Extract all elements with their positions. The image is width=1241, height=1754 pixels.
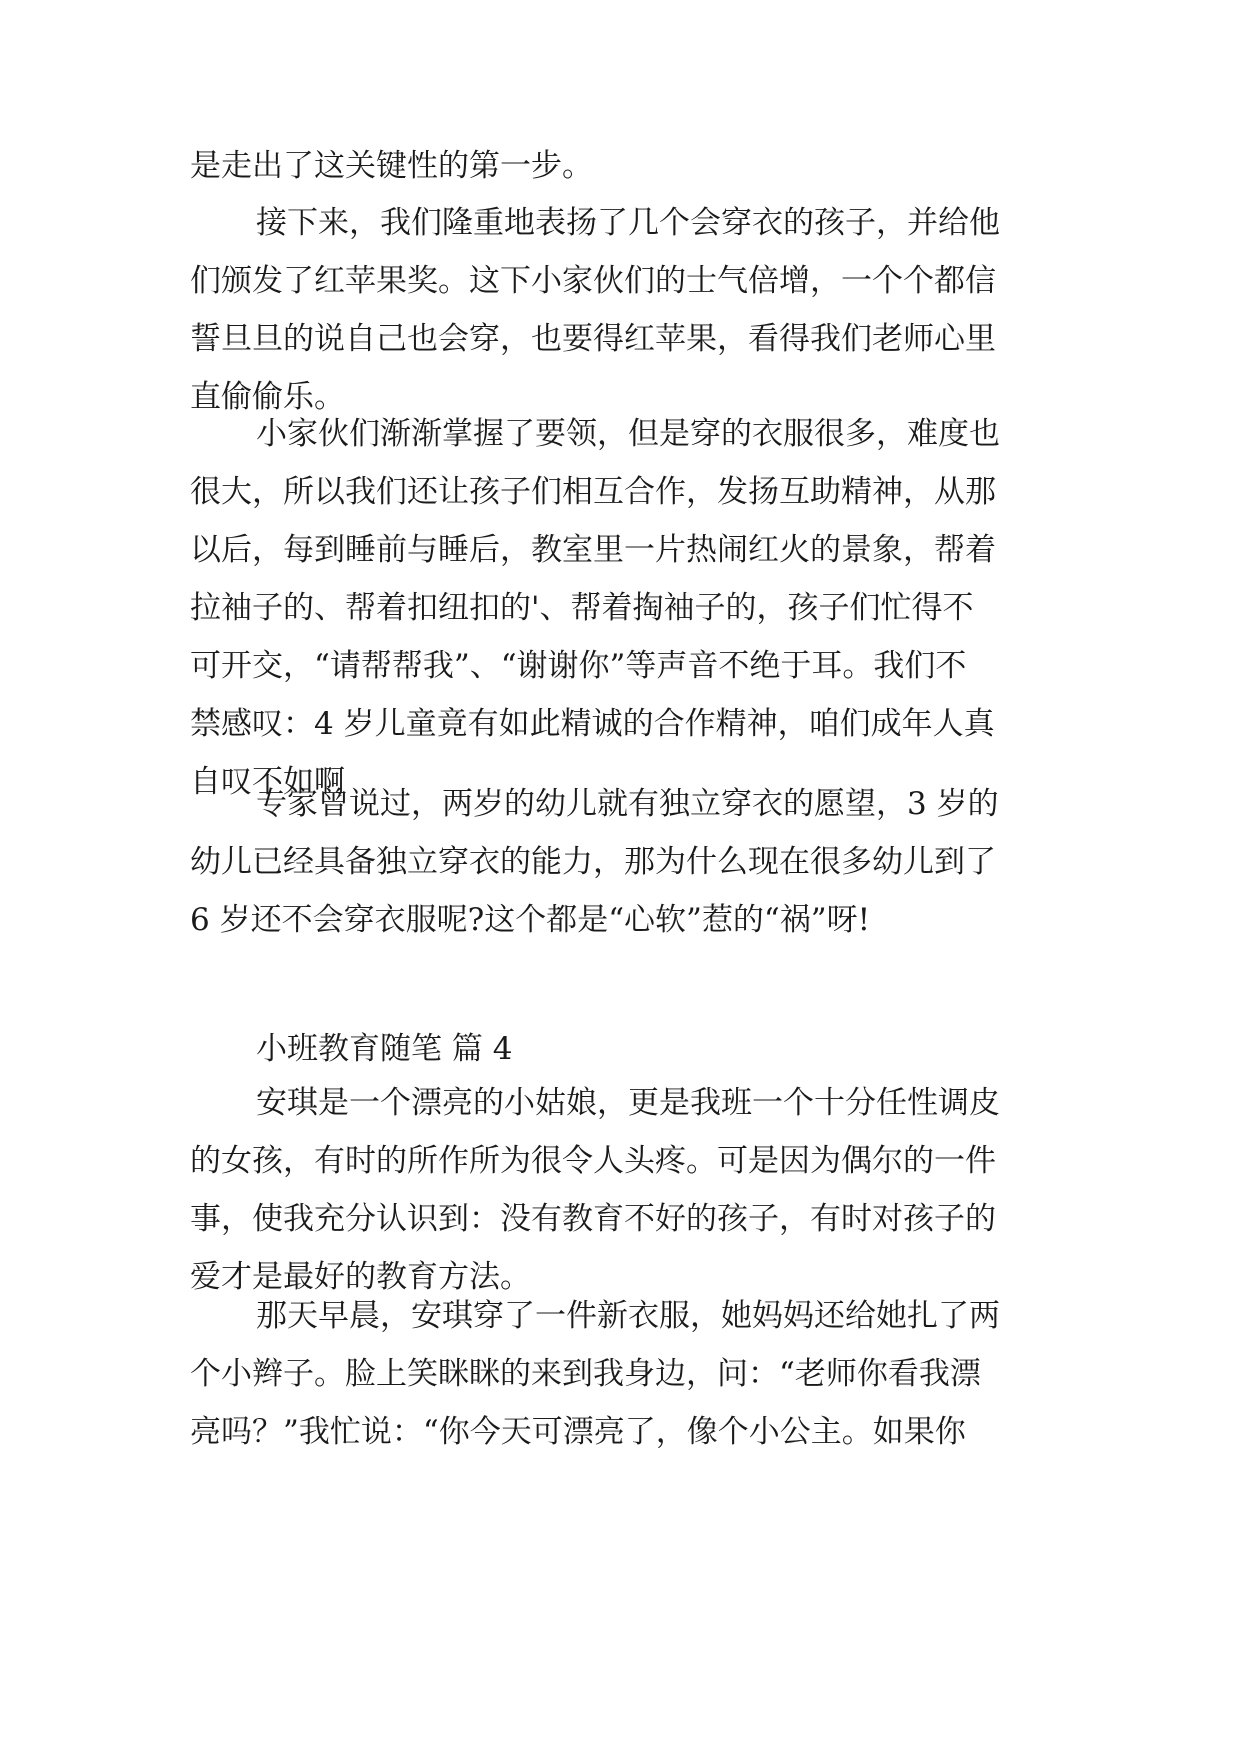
text-line: 爱才是最好的教育方法。 bbox=[190, 1259, 531, 1295]
section-heading bbox=[190, 1020, 1050, 1078]
text-line: 们颁发了红苹果奖。这下小家伙们的士气倍增，一个个都信 bbox=[190, 263, 996, 299]
text-line: 那天早晨，安琪穿了一件新衣服，她妈妈还给她扎了两 bbox=[256, 1298, 1000, 1334]
text-line: 直偷偷乐。 bbox=[190, 379, 345, 415]
text-line: 安琪是一个漂亮的小姑娘，更是我班一个十分任性调皮 bbox=[256, 1085, 1000, 1121]
text-line: 是走出了这关键性的第一步。 bbox=[190, 148, 593, 184]
text-line: 自叹不如啊 bbox=[190, 764, 345, 800]
paragraph-ending bbox=[190, 137, 1050, 195]
paragraph-cooperation bbox=[190, 405, 1050, 811]
text-line: 的女孩，有时的所作所为很令人头疼。可是因为偶尔的一件 bbox=[190, 1143, 996, 1179]
paragraph-anqi bbox=[190, 1074, 1050, 1306]
text-line: 禁感叹：4 岁儿童竟有如此精诚的合作精神，咱们成年人真 bbox=[190, 706, 995, 742]
text-line: 专家曾说过，两岁的幼儿就有独立穿衣的愿望，3 岁的 bbox=[256, 786, 999, 822]
text-line: 事，使我充分认识到：没有教育不好的孩子，有时对孩子的 bbox=[190, 1201, 996, 1237]
text-line: 以后，每到睡前与睡后，教室里一片热闹红火的景象，帮着 bbox=[190, 532, 996, 568]
text-line: 可开交，“请帮帮我”、“谢谢你”等声音不绝于耳。我们不 bbox=[190, 648, 967, 684]
text-line: 小家伙们渐渐掌握了要领，但是穿的衣服很多，难度也 bbox=[256, 416, 1000, 452]
section-title: 小班教育随笔 篇 4 bbox=[256, 1031, 513, 1067]
text-line: 拉袖子的、帮着扣纽扣的'、帮着掏袖子的，孩子们忙得不 bbox=[190, 590, 974, 626]
text-line: 很大，所以我们还让孩子们相互合作，发扬互助精神，从那 bbox=[190, 474, 996, 510]
text-line: 接下来，我们隆重地表扬了几个会穿衣的孩子，并给他 bbox=[256, 205, 1000, 241]
paragraph-praise bbox=[190, 194, 1050, 426]
text-line: 亮吗？”我忙说：“你今天可漂亮了，像个小公主。如果你 bbox=[190, 1414, 966, 1450]
text-line: 幼儿已经具备独立穿衣的能力，那为什么现在很多幼儿到了 bbox=[190, 844, 996, 880]
paragraph-morning bbox=[190, 1287, 1050, 1461]
text-line: 6 岁还不会穿衣服呢?这个都是“心软”惹的“祸”呀! bbox=[190, 902, 871, 938]
text-line: 个小辫子。脸上笑眯眯的来到我身边，问：“老师你看我漂 bbox=[190, 1356, 981, 1392]
paragraph-expert bbox=[190, 775, 1050, 949]
text-line: 誓旦旦的说自己也会穿，也要得红苹果，看得我们老师心里 bbox=[190, 321, 996, 357]
